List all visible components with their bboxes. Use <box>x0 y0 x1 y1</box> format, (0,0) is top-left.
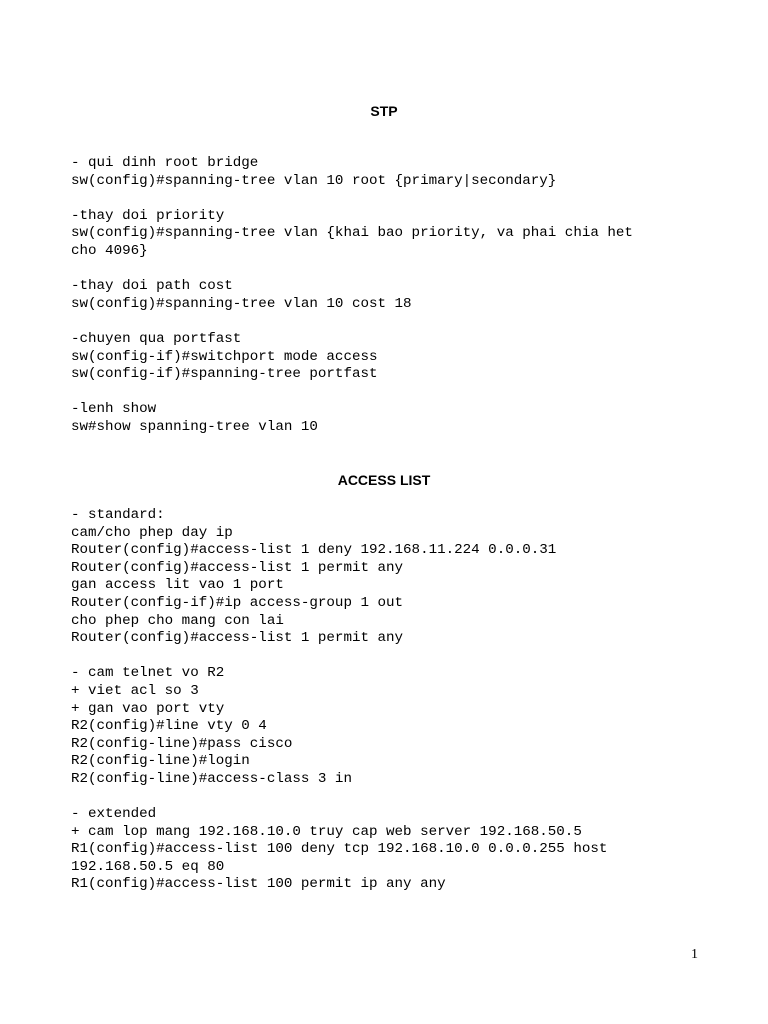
text-line: R2(config)#line vty 0 4 <box>71 718 267 735</box>
text-line: R1(config)#access-list 100 permit ip any any <box>71 876 446 893</box>
section-heading-access-list: ACCESS LIST <box>337 472 431 488</box>
text-line: cho phep cho mang con lai <box>71 612 284 629</box>
text-line: sw#show spanning-tree vlan 10 <box>71 418 318 435</box>
text-line: Router(config)#access-list 1 deny 192.168.11.224 0.0.0.31 <box>71 542 557 559</box>
text-line <box>71 789 607 807</box>
stp-commands-block <box>71 155 633 437</box>
text-line: R2(config-line)#pass cisco <box>71 735 293 752</box>
text-line: R2(config-line)#access-class 3 in <box>71 770 352 787</box>
text-line: Router(config)#access-list 1 permit any <box>71 630 404 647</box>
text-line: - qui dinh root bridge <box>71 155 259 171</box>
text-line: sw(config)#spanning-tree vlan 10 cost 18 <box>71 295 412 312</box>
text-line: Router(config-if)#ip access-group 1 out <box>71 594 404 611</box>
page-number: 1 <box>691 947 698 962</box>
text-line: sw(config-if)#switchport mode access <box>71 348 378 365</box>
text-line <box>71 313 633 331</box>
text-line: cam/cho phep day ip <box>71 524 233 541</box>
section-heading-stp: STP <box>370 103 398 119</box>
text-line <box>71 384 633 402</box>
text-line: R2(config-line)#login <box>71 753 250 770</box>
text-line: 192.168.50.5 eq 80 <box>71 858 225 875</box>
text-line: gan access lit vao 1 port <box>71 577 284 594</box>
text-line <box>71 190 633 208</box>
access-list-commands-block <box>71 507 607 894</box>
text-line: - cam telnet vo R2 <box>71 665 225 682</box>
text-line: + cam lop mang 192.168.10.0 truy cap web server 192.168.50.5 <box>71 823 582 840</box>
text-line: -lenh show <box>71 401 157 418</box>
text-line: -chuyen qua portfast <box>71 330 242 347</box>
text-line: -thay doi priority <box>71 207 225 224</box>
text-line: Router(config)#access-list 1 permit any <box>71 559 404 576</box>
text-line: cho 4096} <box>71 242 148 259</box>
text-line <box>71 648 607 666</box>
text-line <box>71 261 633 279</box>
text-line: sw(config)#spanning-tree vlan {khai bao priority, va phai chia het <box>71 225 633 242</box>
text-line: sw(config-if)#spanning-tree portfast <box>71 366 378 383</box>
text-line: sw(config)#spanning-tree vlan 10 root {primary|secondary} <box>71 172 557 189</box>
text-line: + gan vao port vty <box>71 700 225 717</box>
text-line: - extended <box>71 806 157 823</box>
text-line: R1(config)#access-list 100 deny tcp 192.168.10.0 0.0.0.255 host <box>71 841 608 858</box>
text-line: + viet acl so 3 <box>71 682 199 699</box>
text-line: -thay doi path cost <box>71 278 233 295</box>
text-line: - standard: <box>71 507 165 523</box>
